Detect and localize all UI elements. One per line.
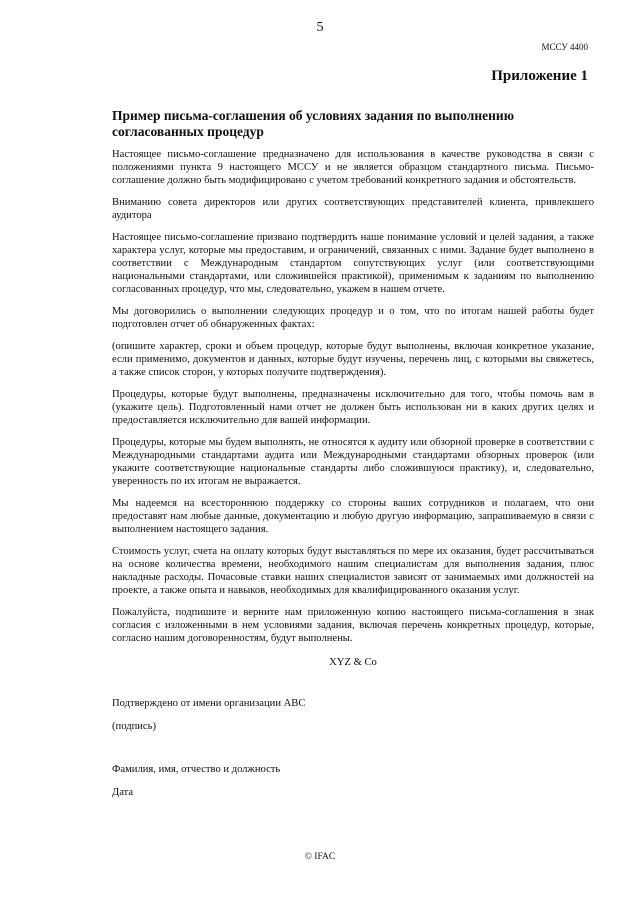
letter-title: Пример письма-соглашения об условиях задания по выполнению согласованных процедур [112,108,515,139]
page-number: 5 [316,20,324,35]
paragraph-fees: Стоимость услуг, счета на оплату которых будут выставляться по мере их оказания, будет рассчитываться на основе количества времени, необходимого нашим специалистам для выполнения задания, плюс накладные расходы. Почасовые ставки наших специалистов зависят от занимаемых ими должностей на проекте, а также опыта и навыков, необходимых для квалифицированного оказания услуг. [112,546,594,596]
paragraph-intro: Настоящее письмо-соглашение предназначено для использования в качестве руководства в связи с положениями пункта 9 настоящего МССУ и не является образцом стандартного письма. Письмо-соглашение должно быть модифицировано с учетом требований конкретного задания и обстоятельств. [112,149,594,186]
paragraph-purpose: Настоящее письмо-соглашение призвано подтвердить наше понимание условий и целей задания, а также характера услуг, которые мы предоставим, и ограничений, связанных с ними. Задание будет выполнено в соответствии с Международным стандартом сопутствующих услуг (или соответствующими национальными стандартами, или сложившейся практикой), применимым к заданиям по выполнению согласованных процедур, что мы, следовательно, укажем в нашем отчете. [112,232,594,295]
paragraph-procedures: Мы договорились о выполнении следующих процедур и о том, что по итогам нашей работы будет подготовлен отчет об обнаруженных фактах: [112,306,594,330]
document-code: МССУ 4400 [541,42,588,52]
paragraph-procedures-description: (опишите характер, сроки и объем процедур, которые будут выполнены, включая конкретное указание, если применимо, документов и данных, которые будут изучены, перечень лиц, с которыми вы свяжетесь, а также список сторон, у которых получите подтверждения). [112,341,594,378]
fullname-title-label: Фамилия, имя, отчество и должность [112,764,281,775]
paragraph-use-restriction: Процедуры, которые будут выполнены, предназначены исключительно для того, чтобы помочь вам в (укажите цель). Подготовленный нами отчет не должен быть использован ни в каких других целях и предоставляется исключительно для вашей информации. [112,389,594,426]
letter-body [112,108,594,798]
confirmed-by-line: Подтверждено от имени организации ABC [112,698,306,709]
copyright-footer: © IFAC [304,852,336,862]
firm-signature: XYZ & Co [329,657,377,668]
paragraph-cooperation: Мы надеемся на всестороннюю поддержку со стороны ваших сотрудников и полагаем, что они предоставят нам любые данные, документацию и любую другую информацию, запрашиваемую в связи с выполнением настоящего задания. [112,498,594,535]
appendix-heading: Приложение 1 [491,68,588,84]
paragraph-addressee: Вниманию совета директоров или других соответствующих представителей клиента, привлекшего аудитора [112,197,594,221]
paragraph-acknowledgement: Пожалуйста, подпишите и верните нам приложенную копию настоящего письма-соглашения в знак согласия с изложенными в нем условиями задания, включая перечень конкретных процедур, которые, согласно нашим договоренностям, будут выполнены. [112,607,594,644]
paragraph-no-assurance: Процедуры, которые мы будем выполнять, не относятся к аудиту или обзорной проверке в соответствии с Международными стандартами аудита или Международными стандартами обзорных проверок (или укажите соответствующие национальные стандарты либо сложившуюся практику), и, следовательно, уверенность по их итогам не выражается. [112,437,594,487]
date-label: Дата [112,787,134,798]
signature-placeholder: (подпись) [112,721,156,732]
